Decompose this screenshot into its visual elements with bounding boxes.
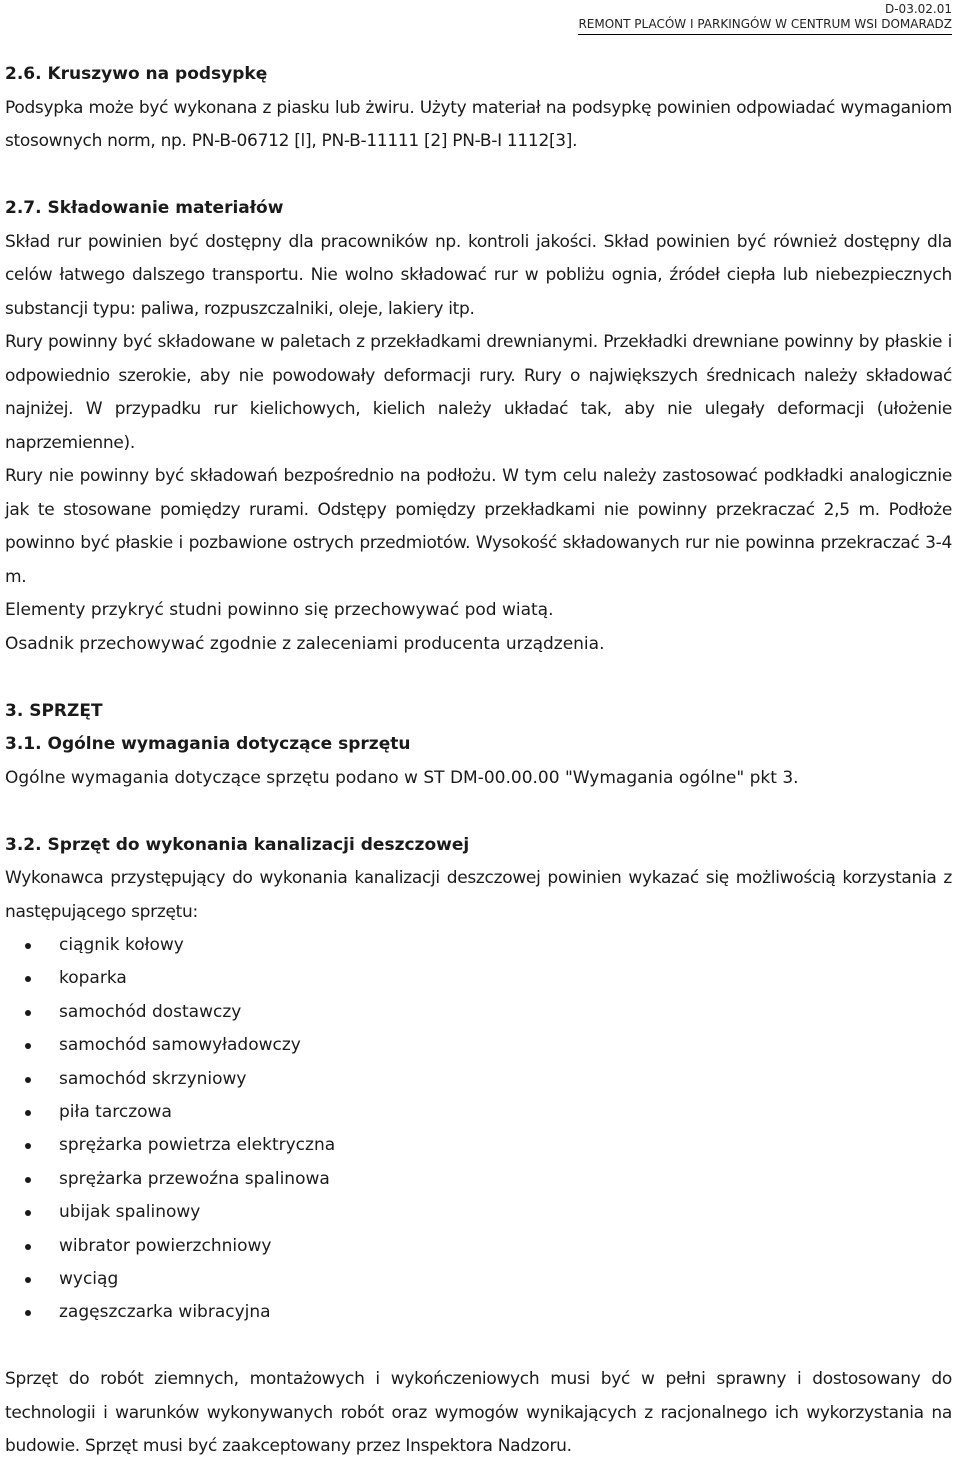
list-item: zagęszczarka wibracyjna — [5, 1296, 952, 1329]
bullet-icon — [25, 1310, 31, 1316]
bullet-icon — [25, 1244, 31, 1250]
list-item: koparka — [5, 962, 952, 995]
document-title: REMONT PLACÓW I PARKINGÓW W CENTRUM WSI DOMARADZ — [578, 17, 952, 35]
page-header — [578, 2, 952, 35]
bullet-icon — [25, 1043, 31, 1049]
bullet-icon — [25, 1077, 31, 1083]
list-item: ciągnik kołowy — [5, 929, 952, 962]
list-item: samochód dostawczy — [5, 996, 952, 1029]
list-item: wibrator powierzchniowy — [5, 1230, 952, 1263]
bullet-icon — [25, 976, 31, 982]
bullet-icon — [25, 943, 31, 949]
section-2-7-paragraph-4: Elementy przykryć studni powinno się przechowywać pod wiatą. — [5, 600, 554, 620]
list-item: samochód samowyładowczy — [5, 1029, 952, 1062]
bullet-icon — [25, 1210, 31, 1216]
section-heading-3: 3. SPRZĘT — [5, 700, 103, 721]
section-heading-3-2: 3.2. Sprzęt do wykonania kanalizacji deszczowej — [5, 834, 470, 855]
section-2-6-paragraph: Podsypka może być wykonana z piasku lub żwiru. Użyty materiał na podsypkę powinien odpowiadać wymaganiom stosownych norm, np. PN-B-06712 [l], PN-B-11111 [2] PN-B-I 1112[3]. — [5, 97, 952, 151]
list-item: ubijak spalinowy — [5, 1196, 952, 1229]
bullet-icon — [25, 1277, 31, 1283]
bullet-icon — [25, 1177, 31, 1183]
section-2-7-paragraph-1: Skład rur powinien być dostępny dla pracowników np. kontroli jakości. Skład powinien być również dostępny dla celów łatwego dalszego transportu. Nie wolno składować rur w pobliżu ognia, źródeł ciepła lub niebezpiecznych substancji typu: paliwa, rozpuszczalniki, oleje, lakiery itp. — [5, 231, 952, 319]
list-item: sprężarka przewoźna spalinowa — [5, 1163, 952, 1196]
section-2-7-paragraph-2: Rury powinny być składowane w paletach z przekładkami drewnianymi. Przekładki drewniane powinny by płaskie i odpowiednio szerokie, aby nie powodowały deformacji rury. Rury o największych średnicach należy składować najniżej. W przypadku rur kielichowych, kielich należy układać tak, aby nie ulegały deformacji (ułożenie naprzemienne). — [5, 332, 952, 453]
section-2-7-paragraph-3: Rury nie powinny być składowań bezpośrednio na podłożu. W tym celu należy zastosować podkładki analogicznie jak te stosowane pomiędzy rurami. Odstępy pomiędzy przekładkami nie powinny przekraczać 2,5 m. Podłoże powinno być płaskie i pozbawione ostrych przedmiotów. Wysokość składowanych rur nie powinna przekraczać 3-4 m. — [5, 466, 952, 587]
section-heading-2-7: 2.7. Składowanie materiałów — [5, 198, 284, 218]
equipment-list — [5, 929, 952, 1330]
bullet-icon — [25, 1110, 31, 1116]
section-heading-2-6: 2.6. Kruszywo na podsypkę — [5, 64, 268, 84]
bullet-icon — [25, 1143, 31, 1149]
bullet-icon — [25, 1010, 31, 1016]
section-3-2-intro: Wykonawca przystępujący do wykonania kanalizacji deszczowej powinien wykazać się możliwością korzystania z następującego sprzętu: — [5, 868, 952, 922]
section-3-1-paragraph: Ogólne wymagania dotyczące sprzętu podano w ST DM-00.00.00 "Wymagania ogólne" pkt 3. — [5, 767, 799, 788]
section-2-7-paragraph-5: Osadnik przechowywać zgodnie z zaleceniami producenta urządzenia. — [5, 633, 605, 654]
section-heading-3-1: 3.1. Ogólne wymagania dotyczące sprzętu — [5, 734, 411, 754]
list-item: piła tarczowa — [5, 1096, 952, 1129]
list-item: sprężarka powietrza elektryczna — [5, 1129, 952, 1162]
list-item: wyciąg — [5, 1263, 952, 1296]
document-body — [5, 58, 952, 1464]
list-item: samochód skrzyniowy — [5, 1063, 952, 1096]
section-3-2-closing: Sprzęt do robót ziemnych, montażowych i wykończeniowych musi być w pełni sprawny i dostosowany do technologii i warunków wykonywanych robót oraz wymogów wynikających z racjonalnego ich wykorzystania na budowie. Sprzęt musi być zaakceptowany przez Inspektora Nadzoru. — [5, 1369, 952, 1457]
document-code: D-03.02.01 — [884, 2, 952, 16]
